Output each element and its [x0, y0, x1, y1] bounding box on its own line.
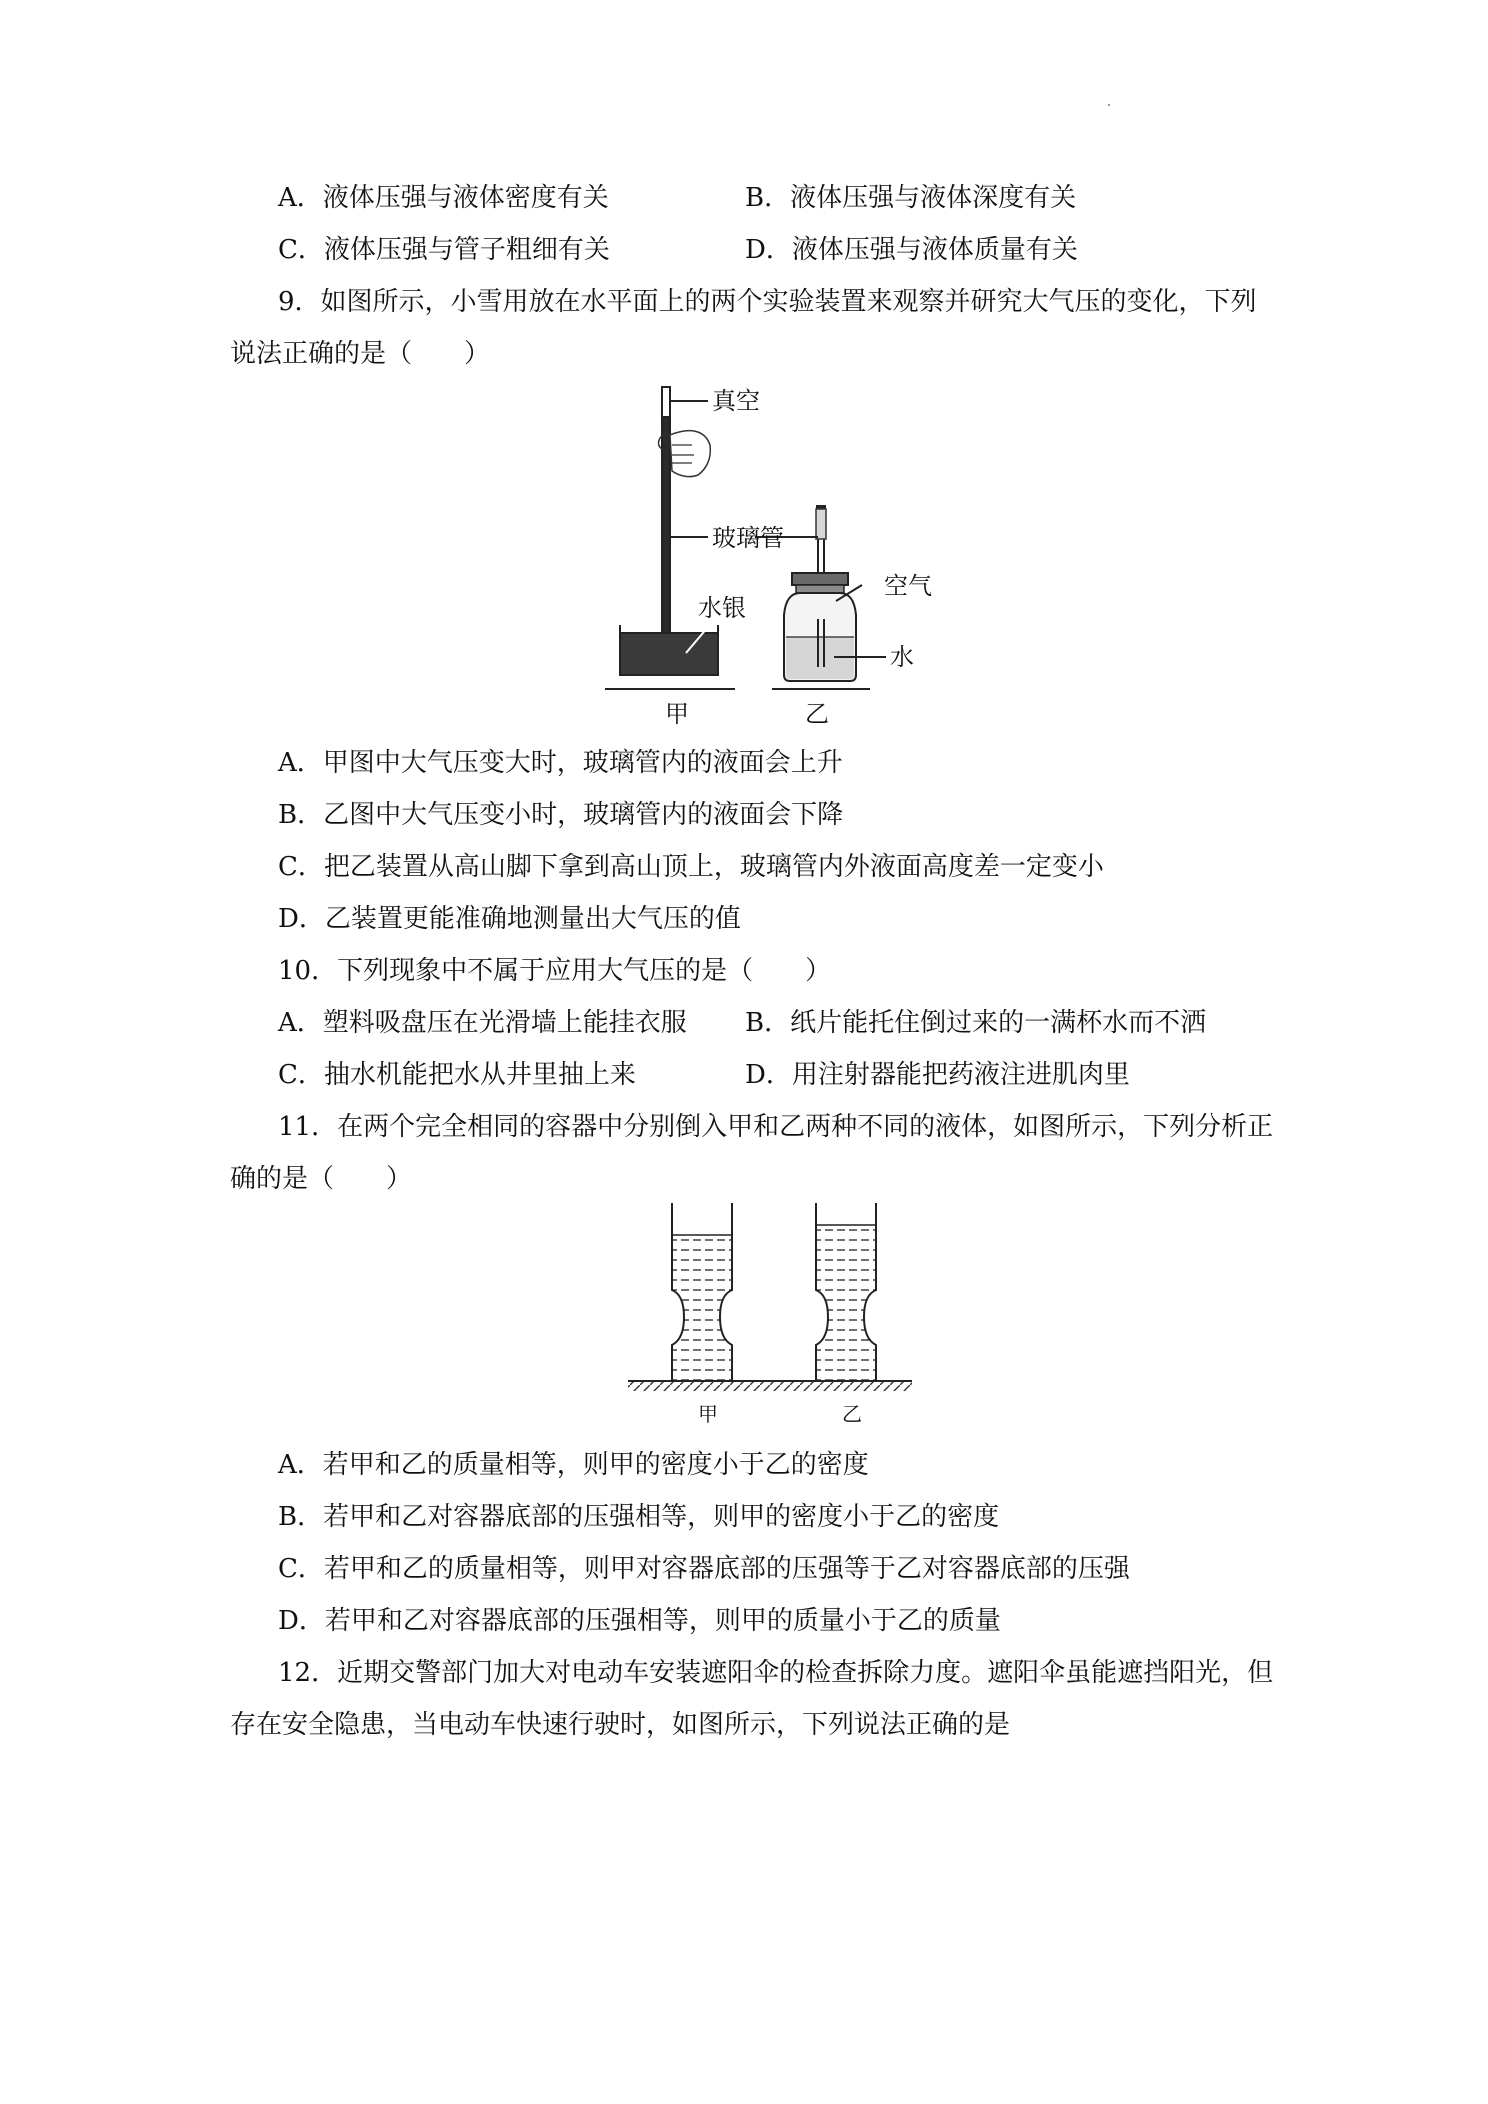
- q12-stem-line2: 存在安全隐患，当电动车快速行驶时，如图所示，下列说法正确的是: [230, 1710, 1011, 1740]
- q9-option-b: B．乙图中大气压变小时，玻璃管内的液面会下降: [278, 800, 844, 830]
- q10-stem: 10．下列现象中不属于应用大气压的是（ ）: [278, 956, 832, 986]
- q9-label-yi: 乙: [805, 700, 829, 728]
- q10-option-c: C．抽水机能把水从井里抽上来: [278, 1060, 636, 1090]
- q11-option-a: A．若甲和乙的质量相等，则甲的密度小于乙的密度: [278, 1450, 869, 1480]
- q11-option-d: D．若甲和乙对容器底部的压强相等，则甲的质量小于乙的质量: [278, 1606, 1001, 1636]
- q9-label-water: 水: [890, 643, 914, 671]
- q8-option-a: A．液体压强与液体密度有关: [278, 183, 609, 213]
- q8-option-d: D．液体压强与液体质量有关: [745, 235, 1078, 265]
- q12-stem-line1: 12．近期交警部门加大对电动车安装遮阳伞的检查拆除力度。遮阳伞虽能遮挡阳光，但: [278, 1658, 1274, 1688]
- q11-label-jia: 甲: [698, 1402, 718, 1426]
- q9-label-air: 空气: [884, 572, 932, 600]
- q11-stem-line1: 11．在两个完全相同的容器中分别倒入甲和乙两种不同的液体，如图所示，下列分析正: [278, 1112, 1274, 1142]
- q11-label-yi: 乙: [842, 1402, 862, 1426]
- q10-option-d: D．用注射器能把药液注进肌肉里: [745, 1060, 1130, 1090]
- q11-stem-line2: 确的是（ ）: [230, 1164, 413, 1194]
- q8-option-b: B．液体压强与液体深度有关: [745, 183, 1077, 213]
- q11-option-b: B．若甲和乙对容器底部的压强相等，则甲的密度小于乙的密度: [278, 1502, 1000, 1532]
- q10-option-b: B．纸片能托住倒过来的一满杯水而不洒: [745, 1008, 1207, 1038]
- page-mark: [1108, 104, 1110, 106]
- q9-option-a: A．甲图中大气压变大时，玻璃管内的液面会上升: [278, 748, 843, 778]
- q11-option-c: C．若甲和乙的质量相等，则甲对容器底部的压强等于乙对容器底部的压强: [278, 1554, 1130, 1584]
- q10-option-a: A．塑料吸盘压在光滑墙上能挂衣服: [278, 1008, 687, 1038]
- q9-label-jia: 甲: [665, 700, 689, 728]
- q9-label-mercury: 水银: [698, 594, 746, 622]
- q9-stem-line1: 9．如图所示，小雪用放在水平面上的两个实验装置来观察并研究大气压的变化，下列: [278, 287, 1257, 317]
- q9-option-c: C．把乙装置从高山脚下拿到高山顶上，玻璃管内外液面高度差一定变小: [278, 852, 1104, 882]
- q9-barometer-figure: [600, 375, 960, 735]
- q11-containers-figure: [620, 1195, 920, 1405]
- q8-option-c: C．液体压强与管子粗细有关: [278, 235, 610, 265]
- q9-label-glass-tube: 玻璃管: [712, 524, 784, 552]
- q9-option-d: D．乙装置更能准确地测量出大气压的值: [278, 904, 741, 934]
- q9-label-vacuum: 真空: [712, 387, 760, 415]
- q9-stem-line2: 说法正确的是（ ）: [230, 339, 491, 369]
